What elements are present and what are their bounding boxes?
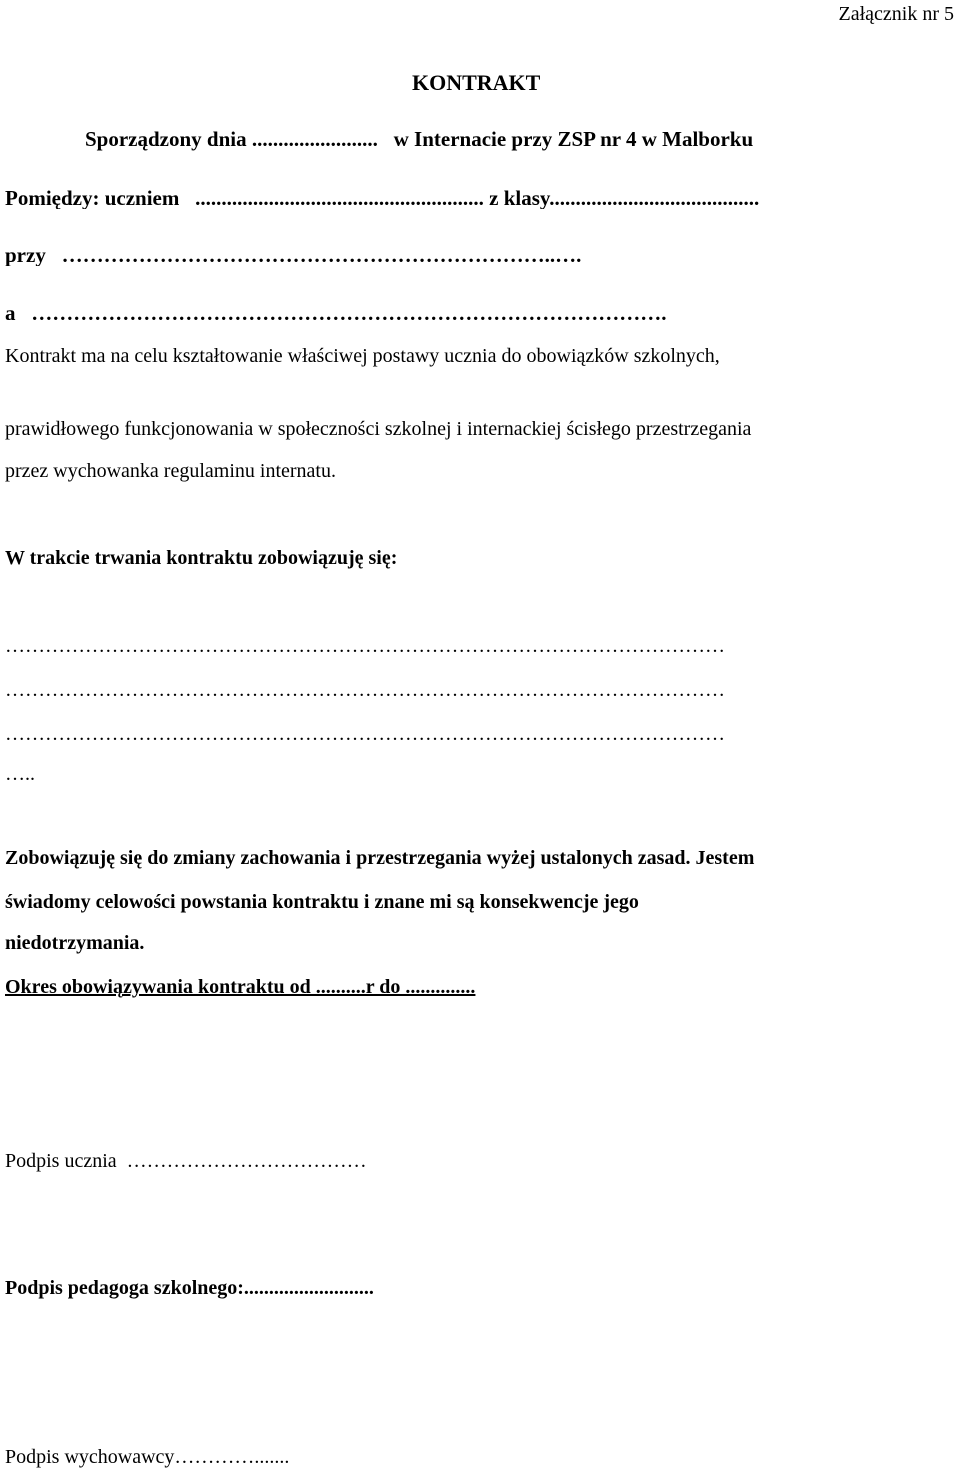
intro-line: Kontrakt ma na celu kształtowanie właściwej postawy ucznia do obowiązków szkolnych, xyxy=(5,345,720,367)
blank-line: ……………………………………………………………………………………………… xyxy=(5,724,725,744)
intro-line: prawidłowego funkcjonowania w społeczności szkolnej i internackiej ścisłego przestrzegania xyxy=(5,418,752,440)
date-line: Sporządzony dnia ........................ w Internacie przy ZSP nr 4 w Malborku xyxy=(85,127,754,151)
between-line: Pomiędzy: uczniem ....................................................... z klasy........................................ xyxy=(5,188,760,209)
tutor-signature: Podpis wychowawcy…………....... xyxy=(5,1446,290,1468)
validity-line: Okres obowiązywania kontraktu od ..........r do .............. xyxy=(5,976,476,998)
declaration-line: niedotrzymania. xyxy=(5,932,145,954)
declaration-line: Zobowiązuję się do zmiany zachowania i przestrzegania wyżej ustalonych zasad. Jestem xyxy=(5,847,755,869)
document-title: KONTRAKT xyxy=(412,70,541,95)
blank-line: ……………………………………………………………………………………………… xyxy=(5,636,725,656)
blank-line: ……………………………………………………………………………………………… xyxy=(5,680,725,700)
blank-line: ….. xyxy=(5,763,35,785)
a-line: a ………………………………………………………………………………. xyxy=(5,303,667,324)
przy-line: przy ……………………………………………………………..…. xyxy=(5,245,582,266)
pedagogue-signature: Podpis pedagoga szkolnego:.......................... xyxy=(5,1277,374,1299)
declaration-line: świadomy celowości powstania kontraktu i znane mi są konsekwencje jego xyxy=(5,891,639,913)
intro-line: przez wychowanka regulaminu internatu. xyxy=(5,460,336,482)
student-signature: Podpis ucznia ……………………………… xyxy=(5,1150,367,1172)
annex-label: Załącznik nr 5 xyxy=(838,3,954,25)
commitment-heading: W trakcie trwania kontraktu zobowiązuję się: xyxy=(5,547,398,569)
